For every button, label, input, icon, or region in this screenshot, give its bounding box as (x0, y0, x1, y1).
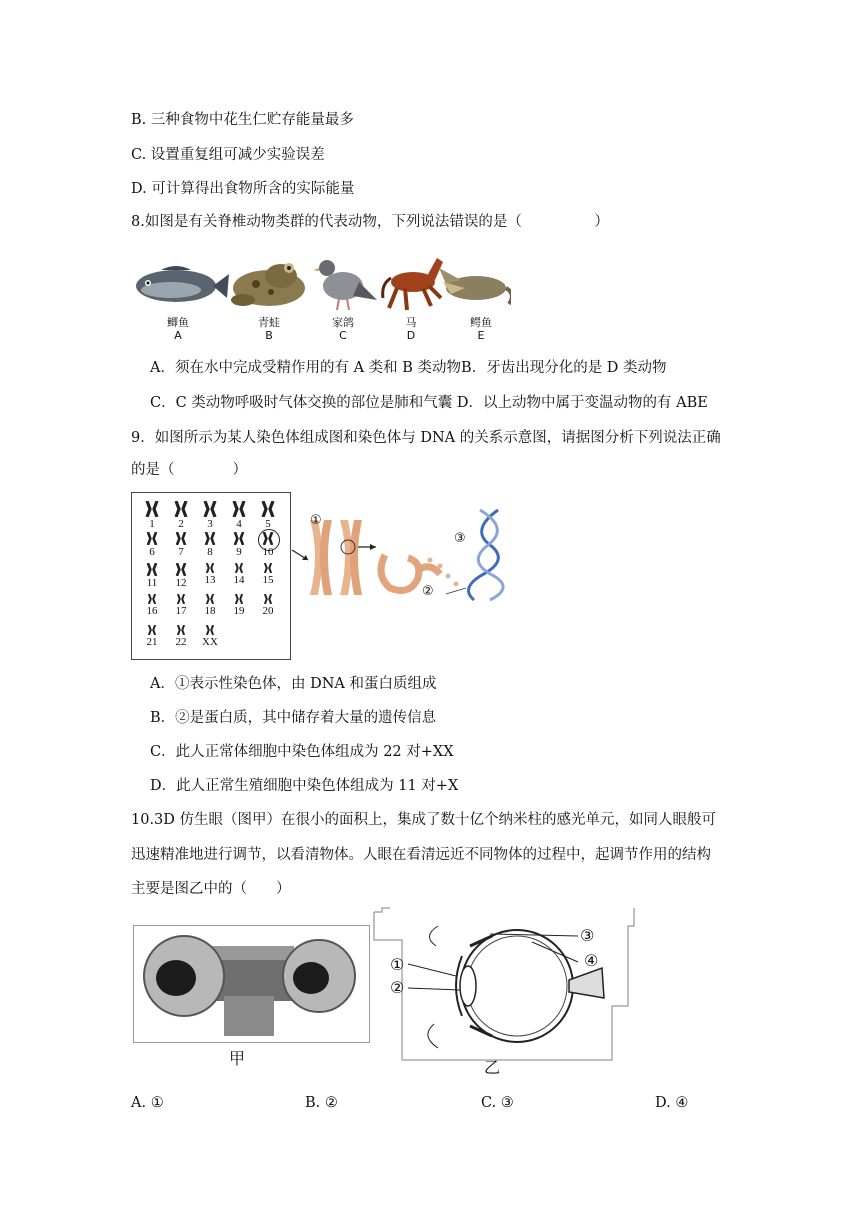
karyotype-cell (169, 532, 193, 558)
karyotype-number: 13 (204, 574, 216, 586)
karyotype-number: 19 (233, 605, 245, 617)
eye-marker-4: ④ (584, 951, 599, 970)
karyotype-number: 8 (207, 546, 213, 558)
q10-stem-3: 主要是图乙中的（ ） (131, 881, 291, 897)
karyotype-cell (140, 625, 164, 648)
animal-caption-fish: 鲫鱼 A (167, 316, 189, 342)
chromosome-glyph (203, 532, 217, 545)
chromosome-glyph (261, 501, 275, 517)
karyotype-cell (256, 563, 280, 586)
karyotype-cell (198, 625, 222, 648)
q7-option-c: C. 设置重复组可减少实验误差 (131, 147, 325, 163)
chromosome-glyph (261, 563, 275, 573)
karyotype-number: 22 (175, 636, 187, 648)
chromosome-pair (310, 520, 362, 595)
eye-marker-2: ② (390, 978, 405, 997)
karyotype-number: 11 (146, 577, 158, 589)
karyotype-number: 5 (265, 518, 271, 530)
karyotype-cell (256, 501, 280, 530)
karyotype-number: 18 (204, 605, 216, 617)
chromosome-glyph (145, 532, 159, 545)
fig-a-caption: 甲 (229, 1049, 246, 1068)
chromosome-glyph (174, 532, 188, 545)
karyotype-cell (256, 532, 280, 558)
marker-2: ② (422, 584, 434, 599)
karyotype-cell (198, 501, 222, 530)
q9-option-b: B．②是蛋白质，其中储存着大量的遗传信息 (150, 710, 437, 726)
karyotype-cell (169, 625, 193, 648)
animal-caption-crocodile: 鳄鱼 E (470, 316, 492, 342)
karyotype-cell (198, 594, 222, 617)
chromosome-glyph (174, 501, 188, 517)
q9-option-d: D．此人正常生殖细胞中染色体组成为 11 对+X (150, 778, 459, 794)
karyotype-cell (169, 501, 193, 530)
bionic-eye-figure (133, 925, 370, 1043)
q7-option-b: B. 三种食物中花生仁贮存能量最多 (131, 112, 354, 128)
karyotype-number: 7 (178, 546, 184, 558)
karyotype-number: 1 (149, 518, 155, 530)
chromosome-glyph (145, 501, 159, 517)
chromosome-dna-diagram (290, 500, 530, 610)
karyotype-number: 21 (146, 636, 158, 648)
q8-options-cd: C．C 类动物呼吸时气体交换的部位是肺和气囊 D．以上动物中属于变温动物的有 ABE (150, 395, 708, 411)
karyotype-cell (140, 594, 164, 617)
karyotype-number: 9 (236, 546, 242, 558)
chromosome-glyph (203, 563, 217, 573)
karyotype-cell (227, 594, 251, 617)
karyotype-number: 16 (146, 605, 158, 617)
karyotype-cell (140, 532, 164, 558)
q8-stem: 8.如图是有关脊椎动物类群的代表动物，下列说法错误的是（ ） (131, 214, 609, 230)
karyotype-cell (256, 594, 280, 617)
karyotype-cell (198, 532, 222, 558)
human-eye-diagram (372, 906, 637, 1066)
frog-image (231, 263, 305, 306)
chromosome-glyph (203, 501, 217, 517)
q7-option-d: D. 可计算得出食物所含的实际能量 (131, 181, 355, 197)
q9-option-a: A．①表示性染色体，由 DNA 和蛋白质组成 (150, 676, 437, 692)
karyotype-cell (140, 563, 164, 589)
eye-marker-1: ① (390, 955, 405, 974)
animal-caption-frog: 青蛙 B (258, 316, 280, 342)
karyotype-number: XX (202, 636, 218, 648)
animal-images (131, 254, 511, 314)
pigeon-image (313, 260, 377, 310)
chromosome-glyph (145, 563, 159, 576)
chromosome-glyph (145, 625, 159, 635)
karyotype-number: 15 (262, 574, 274, 586)
marker-1: ① (310, 513, 322, 528)
chromosome-glyph (203, 625, 217, 635)
q10-option-d: D. ④ (655, 1095, 689, 1111)
chromosome-glyph (232, 532, 246, 545)
fish-image (136, 266, 229, 302)
chromosome-glyph (232, 501, 246, 517)
q8-options-ab: A．须在水中完成受精作用的有 A 类和 B 类动物B．牙齿出现分化的是 D 类动物 (150, 360, 667, 376)
chromosome-glyph (203, 594, 217, 604)
q10-option-b: B. ② (305, 1095, 338, 1111)
crocodile-image (439, 268, 511, 304)
q10-stem-2: 迅速精准地进行调节，以看清物体。人眼在看清远近不同物体的过程中，起调节作用的结构 (131, 847, 711, 863)
bionic-eye-image (134, 926, 369, 1042)
karyotype-number: 12 (175, 577, 187, 589)
karyotype-cell (227, 501, 251, 530)
chromosome-glyph (232, 594, 246, 604)
chromosome-glyph (232, 563, 246, 573)
karyotype-number: 3 (207, 518, 213, 530)
karyotype-cell (140, 501, 164, 530)
karyotype-cell (169, 594, 193, 617)
dna-helix (469, 510, 504, 600)
karyotype-number: 2 (178, 518, 184, 530)
karyotype-cell (227, 532, 251, 558)
chromosome-glyph (174, 563, 188, 576)
animal-caption-pigeon: 家鸽 C (332, 316, 354, 342)
karyotype-panel (131, 492, 291, 660)
eye-marker-3: ③ (580, 926, 595, 945)
karyotype-number: 14 (233, 574, 245, 586)
q9-stem-2: 的是（ ） (131, 462, 247, 478)
fig-b-caption: 乙 (484, 1058, 501, 1077)
q10-stem-1: 10.3D 仿生眼（图甲）在很小的面积上，集成了数十亿个纳米柱的感光单元，如同人眼般可 (131, 812, 717, 828)
q10-option-c: C. ③ (481, 1095, 514, 1111)
karyotype-number: 4 (236, 518, 242, 530)
highlight-circle (258, 529, 280, 551)
horse-image (383, 258, 443, 310)
animal-caption-horse: 马 D (405, 316, 417, 342)
chromosome-glyph (145, 594, 159, 604)
karyotype-number: 6 (149, 546, 155, 558)
chromosome-glyph (261, 594, 275, 604)
q9-stem-1: 9．如图所示为某人染色体组成图和染色体与 DNA 的关系示意图，请据图分析下列说法正确 (131, 430, 721, 446)
chromosome-glyph (174, 625, 188, 635)
karyotype-cell (198, 563, 222, 586)
karyotype-number: 20 (262, 605, 274, 617)
karyotype-number: 10 (262, 546, 274, 558)
vertebrate-figure (131, 254, 511, 349)
q9-option-c: C．此人正常体细胞中染色体组成为 22 对+XX (150, 744, 454, 760)
q10-option-a: A. ① (131, 1095, 164, 1111)
karyotype-cell (169, 563, 193, 589)
karyotype-number: 17 (175, 605, 187, 617)
chromosome-glyph (174, 594, 188, 604)
marker-3: ③ (454, 531, 466, 546)
karyotype-cell (227, 563, 251, 586)
